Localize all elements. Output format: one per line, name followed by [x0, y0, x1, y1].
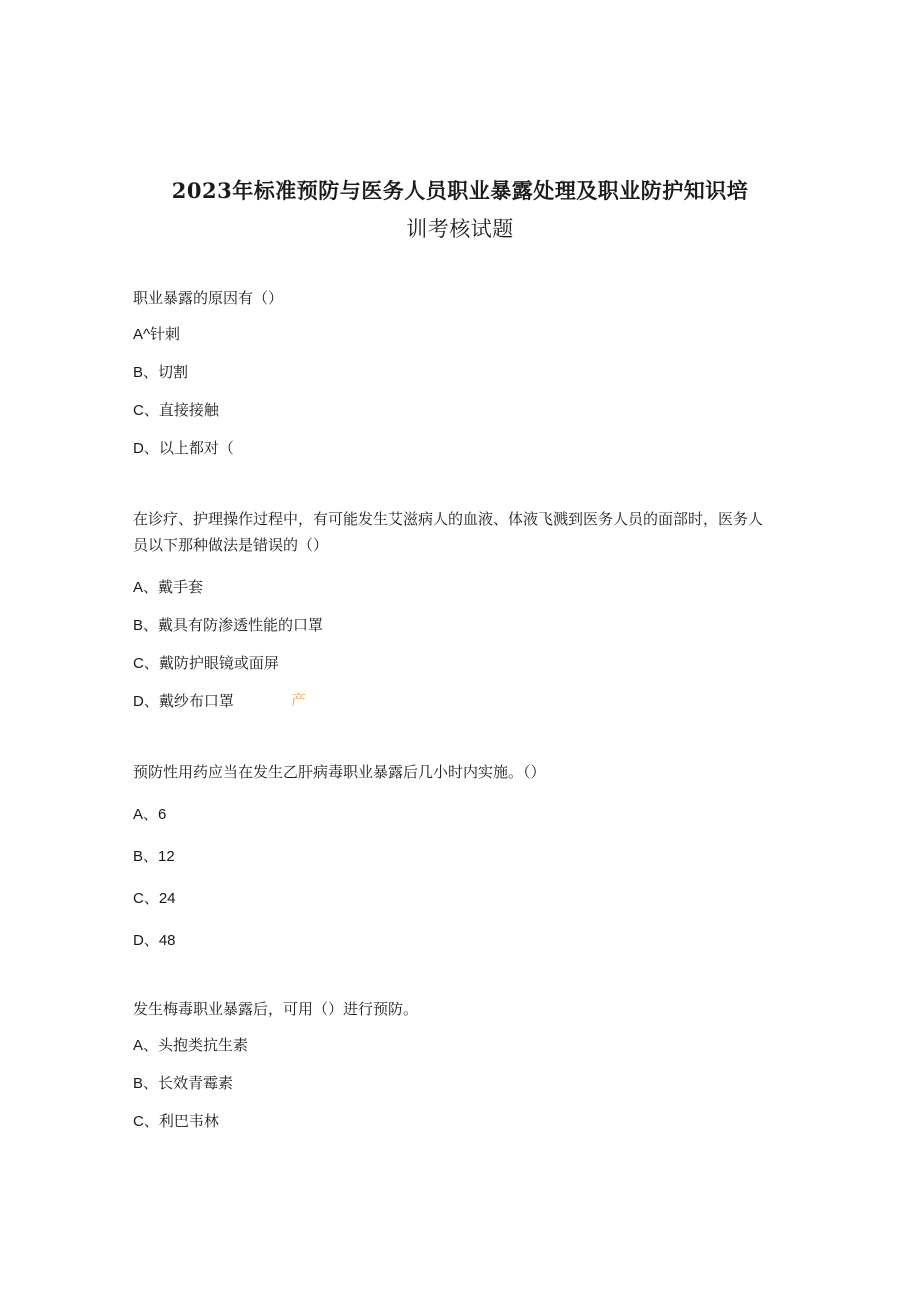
option-text: 48: [158, 932, 176, 949]
option-a: [133, 576, 203, 597]
question-3: [133, 759, 773, 949]
option-letter: A、: [133, 579, 159, 596]
question-2: [133, 506, 773, 710]
option-a: [133, 1034, 248, 1055]
option-letter: B、: [133, 617, 159, 634]
option-text: 戴防护眼镜或面屏: [158, 654, 279, 672]
question-stem: 发生梅毒职业暴露后，可用（）进行预防。: [133, 1000, 419, 1018]
option-b: [133, 361, 188, 382]
option-text: 切割: [158, 363, 189, 381]
option-text: 头抱类抗生素: [158, 1036, 249, 1054]
option-a: [133, 803, 166, 824]
title-line-2: 训考核试题: [406, 217, 514, 241]
question-stem: 预防性用药应当在发生乙肝病毒职业暴露后几小时内实施。（）: [133, 763, 546, 781]
option-letter: B、: [133, 364, 159, 381]
document-title: [0, 172, 920, 248]
option-text: 以上都对（: [158, 439, 234, 457]
question-1: [133, 285, 773, 457]
option-text: 戴纱布口罩: [158, 692, 234, 710]
option-b: [133, 614, 323, 635]
option-letter: A^: [133, 326, 151, 343]
stray-mark: 产: [291, 691, 307, 709]
option-d: [133, 929, 176, 950]
option-text: 6: [158, 806, 167, 823]
question-stem: 职业暴露的原因有（）: [133, 289, 284, 307]
option-letter: A、: [133, 806, 159, 823]
option-c: [133, 887, 176, 908]
option-d: [133, 437, 234, 458]
question-stem: 在诊疗、护理操作过程中，有可能发生艾滋病人的血液、体液飞溅到医务人员的面部时，医务人员以下那种做法是错误的（）: [133, 510, 764, 554]
option-text: 利巴韦林: [158, 1112, 219, 1130]
option-c: [133, 399, 219, 420]
option-b: [133, 1072, 233, 1093]
option-text: 长效青霉素: [158, 1074, 234, 1092]
option-text: 戴具有防渗透性能的口罩: [158, 616, 324, 634]
option-letter: D、: [133, 440, 159, 457]
option-letter: B、: [133, 848, 159, 865]
option-text: 戴手套: [158, 578, 204, 596]
option-letter: C、: [133, 655, 159, 672]
option-c: [133, 1110, 219, 1131]
option-text: 针刺: [150, 325, 181, 343]
option-letter: D、: [133, 932, 159, 949]
option-letter: C、: [133, 890, 159, 907]
option-text: 12: [158, 848, 175, 865]
option-a: [133, 323, 180, 344]
option-letter: D、: [133, 693, 159, 710]
option-letter: A、: [133, 1037, 159, 1054]
option-letter: C、: [133, 402, 159, 419]
option-c: [133, 652, 279, 673]
option-text: 直接接触: [158, 401, 219, 419]
option-d: [133, 690, 234, 711]
option-letter: B、: [133, 1075, 159, 1092]
title-line-1: 2023年标准预防与医务人员职业暴露处理及职业防护知识培: [171, 178, 749, 203]
option-b: [133, 845, 175, 866]
option-text: 24: [158, 890, 176, 907]
question-4: [133, 996, 773, 1130]
option-letter: C、: [133, 1113, 159, 1130]
